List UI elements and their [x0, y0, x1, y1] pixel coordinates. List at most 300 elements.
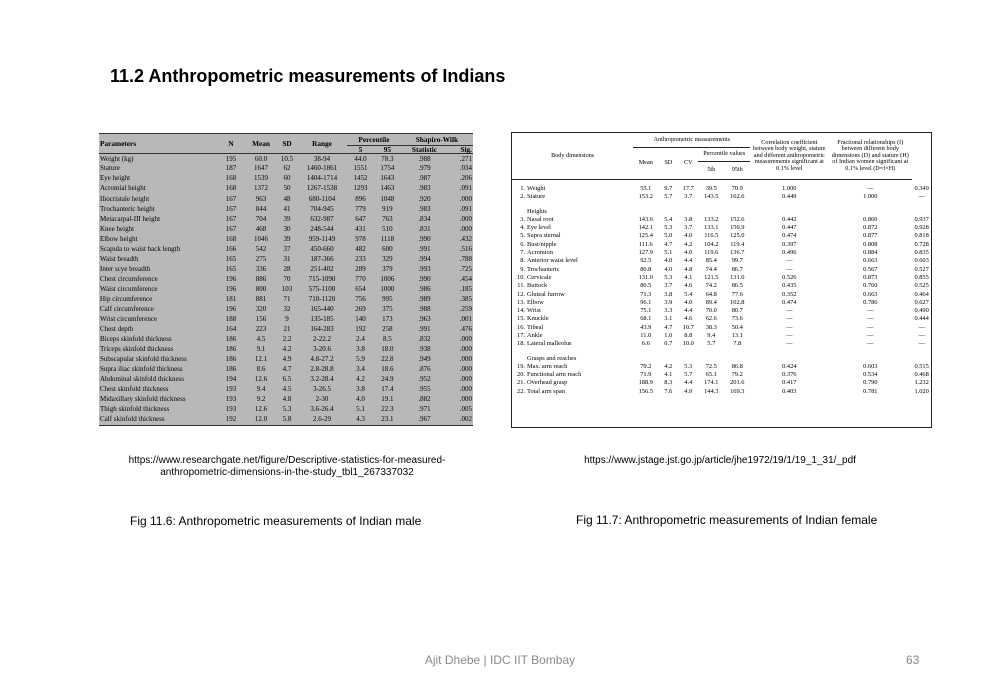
- table-cell: 1539: [254, 174, 268, 183]
- table-cell: 0.872: [863, 224, 878, 232]
- table-row: [512, 193, 931, 201]
- col-statistic: Statistic: [411, 145, 438, 154]
- table-cell: Thigh skinfold thickness: [100, 405, 170, 414]
- table-cell: .000: [459, 214, 472, 223]
- table-cell: 186: [225, 355, 237, 364]
- table-cell: 19.1: [381, 395, 394, 404]
- table-cell: 103: [281, 284, 293, 293]
- table-cell: 632-987: [310, 214, 334, 223]
- table-cell: Cervicale: [527, 273, 552, 281]
- table-cell: 77.6: [731, 290, 743, 298]
- table-cell: 80.8: [640, 265, 652, 273]
- table-cell: 10.5: [280, 154, 294, 163]
- table-cell: 55.1: [640, 184, 652, 192]
- table-cell: .967: [401, 415, 448, 425]
- table-cell: 168: [225, 234, 237, 243]
- table-cell: 17.4: [381, 385, 394, 394]
- table-cell: Anterior waist level: [527, 257, 578, 265]
- table-cell: .454: [459, 274, 472, 283]
- table-cell: 779: [355, 204, 366, 213]
- table-row: [512, 299, 931, 307]
- table-cell: 0.527: [914, 265, 929, 273]
- table-cell: 542: [255, 244, 267, 253]
- group-row: [512, 208, 931, 216]
- table-cell: Calf skinfold thickness: [99, 415, 217, 425]
- table-row: [512, 340, 931, 348]
- col-correlation: Correlation coefficient between body weight, stature and different anthropometric measurements significant at 0.1% level: [750, 133, 828, 179]
- table-cell: 5.7: [664, 193, 673, 201]
- table-cell: 22.3: [381, 405, 394, 414]
- table-cell: .990: [418, 274, 431, 283]
- table-cell: 0.447: [782, 224, 797, 232]
- table-cell: 978: [355, 234, 366, 243]
- table-cell: 7.8: [733, 340, 742, 348]
- table-cell: Inter scye breadth: [100, 264, 151, 273]
- table-cell: 32: [283, 305, 291, 314]
- table-cell: 336: [255, 264, 267, 273]
- table-cell: 379: [382, 264, 393, 273]
- table-cell: 168: [225, 174, 237, 183]
- table-cell: 704-945: [310, 204, 334, 213]
- table-cell: 0.760: [863, 282, 878, 290]
- table-cell: 10.: [517, 273, 525, 281]
- table-cell: 79.2: [640, 362, 652, 370]
- table-cell: 995: [382, 294, 393, 303]
- table-cell: 21.: [517, 379, 525, 387]
- col-p5: 5: [358, 145, 363, 154]
- source-link-female[interactable]: https://www.jstage.jst.go.jp/article/jhe1972/19/1/19_1_31/_pdf: [584, 455, 856, 466]
- table-cell: 80.7: [731, 307, 743, 315]
- table-cell: 85.4: [705, 257, 717, 265]
- table-cell: 1.: [520, 184, 525, 192]
- table-cell: 5.8: [277, 415, 297, 425]
- table-cell: 0.567: [863, 265, 878, 273]
- table-cell: 70.0: [705, 307, 717, 315]
- table-cell: 0.603: [914, 257, 929, 265]
- table-row: [512, 332, 931, 340]
- table-cell: 4.7: [664, 240, 673, 248]
- table-cell: 0.468: [914, 371, 929, 379]
- table-row: [99, 274, 473, 284]
- table-cell: 7.6: [664, 387, 673, 395]
- table-cell: 0.663: [863, 290, 878, 298]
- table-cell: 92.5: [640, 257, 652, 265]
- table-cell: 133.1: [704, 224, 719, 232]
- table-cell: 4.7: [282, 365, 292, 374]
- table-row: [512, 266, 931, 274]
- table-cell: —: [867, 315, 874, 323]
- table-cell: 162.6: [730, 193, 745, 201]
- table-cell: 62.6: [705, 315, 717, 323]
- table-cell: 251-402: [310, 264, 334, 273]
- table-row: [512, 291, 931, 299]
- table-cell: .000: [459, 375, 472, 384]
- footer-credit: Ajit Dhebe | IDC IIT Bombay: [424, 653, 576, 667]
- col-sig: Sig.: [460, 145, 472, 154]
- table-row: [99, 335, 473, 345]
- table-cell: 6.6: [641, 340, 650, 348]
- table-cell: .983: [418, 204, 431, 213]
- table-cell: Total arm span: [527, 387, 565, 395]
- table-cell: 196: [225, 305, 237, 314]
- col-body-dimensions: Body dimensions: [512, 133, 633, 179]
- table-cell: 1006: [380, 274, 395, 283]
- table-cell: 79.2: [731, 371, 743, 379]
- table-cell: 186: [225, 365, 237, 374]
- female-measurements-table: [511, 132, 932, 428]
- table-cell: .725: [459, 264, 472, 273]
- table-cell: 4.0: [684, 249, 693, 257]
- table-cell: 1463: [380, 184, 395, 193]
- table-cell: .385: [459, 294, 472, 303]
- table-cell: Wrist circumference: [100, 315, 158, 324]
- table-cell: 50.4: [731, 323, 743, 331]
- table-cell: 5.4: [684, 290, 693, 298]
- table-cell: 44.0: [354, 154, 367, 163]
- table-cell: 5.: [520, 232, 525, 240]
- table-cell: .476: [459, 325, 472, 334]
- table-cell: 4.4: [684, 379, 693, 387]
- table-row: [512, 324, 931, 332]
- table-cell: 5.3: [684, 362, 693, 370]
- table-cell: 196: [225, 284, 237, 293]
- table-cell: .206: [459, 174, 472, 183]
- table-cell: 0.877: [863, 232, 878, 240]
- table-row: [512, 249, 931, 257]
- table-cell: Chest skinfold thickness: [100, 385, 169, 394]
- table-cell: 0.496: [782, 249, 797, 257]
- table-cell: 482: [355, 244, 366, 253]
- table-cell: 192: [217, 415, 245, 425]
- table-cell: 201.6: [730, 379, 745, 387]
- table-cell: Lateral malleolus: [527, 340, 572, 348]
- table-cell: Gluteal furrow: [527, 290, 565, 298]
- table-cell: Ankle: [527, 331, 543, 339]
- table-cell: 0.884: [863, 249, 878, 257]
- table-cell: .000: [459, 355, 472, 364]
- table-cell: Calf circumference: [100, 305, 154, 314]
- table-cell: 169.3: [730, 387, 745, 395]
- table-cell: 64.8: [705, 290, 717, 298]
- table-cell: 193: [225, 405, 237, 414]
- table-cell: 756: [355, 294, 366, 303]
- table-cell: 165: [225, 254, 237, 263]
- table-cell: 510: [382, 224, 393, 233]
- table-cell: 1267-1538: [306, 184, 338, 193]
- table-cell: 7.: [520, 249, 525, 257]
- table-cell: 0.860: [863, 215, 878, 223]
- table-cell: —: [867, 323, 874, 331]
- table-cell: 104.2: [704, 240, 719, 248]
- table-cell: .949: [418, 355, 431, 364]
- table-cell: 60.0: [254, 154, 268, 163]
- table-cell: 12.6: [254, 375, 268, 384]
- table-cell: .988: [418, 154, 431, 163]
- table-cell: 121.5: [704, 273, 719, 281]
- table-cell: 12.6: [254, 405, 268, 414]
- table-cell: 1118: [380, 234, 395, 243]
- table-cell: 4.0: [684, 298, 693, 306]
- table-cell: .963: [418, 315, 431, 324]
- table-cell: 0.928: [914, 224, 929, 232]
- table-cell: .000: [459, 194, 472, 203]
- table-cell: 12.1: [254, 355, 268, 364]
- table-cell: Weight (kg): [100, 154, 134, 163]
- table-cell: .979: [418, 164, 431, 173]
- table-cell: 72.5: [705, 362, 717, 370]
- table-cell: 770: [355, 274, 366, 283]
- table-cell: 8.5: [382, 335, 392, 344]
- table-cell: 15.: [517, 315, 525, 323]
- table-cell: 186: [225, 345, 237, 354]
- col-cv: CV: [678, 147, 698, 179]
- table-cell: —: [786, 307, 793, 315]
- source-link-male[interactable]: [100, 455, 474, 479]
- table-cell: 187-366: [310, 254, 334, 263]
- table-cell: 0.464: [914, 290, 929, 298]
- table-cell: 11.0: [640, 331, 652, 339]
- table-cell: .788: [459, 254, 472, 263]
- table-cell: .993: [418, 264, 431, 273]
- table-cell: .259: [459, 305, 472, 314]
- table-cell: 763: [382, 214, 393, 223]
- table-cell: 4.5: [282, 385, 292, 394]
- col-sd: SD: [282, 139, 292, 148]
- table-cell: 4.0: [664, 257, 673, 265]
- table-cell: 575-1100: [308, 284, 336, 293]
- table-cell: 13.1: [731, 331, 743, 339]
- table-cell: .991: [418, 325, 431, 334]
- table-row: [512, 363, 931, 371]
- table-row: [99, 325, 473, 335]
- table-row: [512, 274, 931, 282]
- table-row: [99, 385, 473, 395]
- table-cell: 174.1: [704, 379, 719, 387]
- table-row: [99, 194, 473, 204]
- table-cell: 75.1: [640, 307, 652, 315]
- table-cell: 181: [225, 294, 237, 303]
- table-cell: 0.603: [863, 362, 878, 370]
- table-cell: .832: [418, 335, 431, 344]
- table-cell: 0.525: [914, 282, 929, 290]
- table-cell: 5.3: [664, 273, 673, 281]
- table-cell: Knee height: [100, 224, 135, 233]
- table-cell: 1.232: [914, 379, 929, 387]
- table-cell: 24.9: [381, 375, 394, 384]
- table-cell: 195: [225, 154, 237, 163]
- table-cell: 6.: [520, 240, 525, 248]
- table-cell: 140: [355, 315, 366, 324]
- table-cell: 133.2: [704, 215, 719, 223]
- table-cell: 166: [225, 244, 237, 253]
- table-cell: 153.2: [638, 193, 653, 201]
- table-cell: 9.7: [664, 184, 673, 192]
- table-cell: 10.0: [682, 340, 694, 348]
- table-cell: 70: [283, 274, 291, 283]
- table-cell: 0.728: [914, 240, 929, 248]
- table-cell: 39.5: [705, 184, 717, 192]
- table-cell: 468: [255, 224, 267, 233]
- table-cell: Overhead grasp: [527, 379, 568, 387]
- table-cell: 60: [283, 174, 291, 183]
- table-cell: 0.444: [914, 315, 929, 323]
- table-cell: 0.490: [914, 307, 929, 315]
- col-shapiro-wilk: Shapiro-Wilk: [401, 134, 473, 146]
- table-row: [99, 375, 473, 385]
- table-cell: 4.4: [684, 307, 693, 315]
- table-cell: 2-22.2: [312, 335, 332, 344]
- table-cell: 1.0: [664, 331, 673, 339]
- table-cell: 192: [355, 325, 366, 334]
- table-cell: 9.2: [256, 395, 266, 404]
- table-cell: 4.8: [282, 395, 292, 404]
- table-cell: 12.0: [245, 415, 277, 425]
- table-cell: 0.397: [782, 240, 797, 248]
- table-cell: 102.8: [730, 298, 745, 306]
- table-cell: Trochanteric height: [100, 204, 155, 213]
- table-cell: .938: [418, 345, 431, 354]
- table-cell: Weight: [527, 184, 546, 192]
- col-mean: Mean: [252, 139, 270, 148]
- table-cell: .034: [459, 164, 472, 173]
- table-cell: .971: [418, 405, 431, 414]
- table-cell: 0.442: [782, 215, 797, 223]
- table-cell: .005: [459, 405, 472, 414]
- table-cell: 28: [283, 264, 291, 273]
- table-cell: 86.5: [731, 282, 743, 290]
- table-cell: Waist circumference: [100, 284, 158, 293]
- table-cell: Chest depth: [100, 325, 134, 334]
- table-cell: 18.0: [381, 345, 394, 354]
- table-cell: 74.4: [705, 265, 717, 273]
- table-cell: 4.2: [684, 240, 693, 248]
- table-row: [512, 315, 931, 323]
- table-cell: 20.: [517, 371, 525, 379]
- table-cell: 959-1149: [308, 234, 336, 243]
- col-mean: Mean: [633, 147, 658, 179]
- table-cell: Max. arm reach: [527, 362, 568, 370]
- table-cell: 150.9: [730, 224, 745, 232]
- table-cell: 4.2: [664, 362, 673, 370]
- table-row: [512, 380, 931, 388]
- table-cell: Chest circumference: [100, 274, 158, 283]
- col-p5: 5th: [698, 161, 724, 179]
- table-cell: 5.3: [664, 224, 673, 232]
- table-cell: 50: [283, 184, 291, 193]
- table-row: [99, 365, 473, 375]
- table-cell: 0.376: [782, 371, 797, 379]
- table-cell: 1754: [380, 164, 395, 173]
- table-cell: 131.0: [638, 273, 653, 281]
- table-cell: 41: [283, 204, 291, 213]
- table-cell: 4.8: [684, 265, 693, 273]
- table-cell: 1293: [353, 184, 368, 193]
- table-cell: 4.6: [684, 315, 693, 323]
- table-row: [99, 204, 473, 214]
- table-cell: 0.835: [914, 249, 929, 257]
- table-cell: 3-26.5: [312, 385, 332, 394]
- table-cell: Eye height: [100, 174, 131, 183]
- table-cell: 2.6-29: [297, 415, 347, 425]
- table-cell: 22.8: [381, 355, 394, 364]
- table-cell: 5.7: [684, 371, 693, 379]
- source-link-male-line2: anthropometric-dimensions-in-the-study_tbl1_267337032: [160, 467, 414, 478]
- table-cell: —: [918, 340, 925, 348]
- table-cell: 2.8-28.8: [310, 365, 334, 374]
- table-row: [512, 241, 931, 249]
- table-cell: Acromion: [527, 249, 553, 257]
- table-cell: Knuckle: [527, 315, 549, 323]
- table-cell: 136.7: [730, 249, 745, 257]
- table-cell: 9: [285, 315, 289, 324]
- table-cell: 320: [255, 305, 267, 314]
- table-cell: 13.: [517, 298, 525, 306]
- table-cell: —: [786, 331, 793, 339]
- table-row: [99, 224, 473, 234]
- table-cell: 3.7: [684, 193, 693, 201]
- table-cell: 710-1120: [308, 294, 336, 303]
- table-cell: 119.6: [704, 249, 719, 257]
- table-row: [99, 254, 473, 264]
- table-row: [99, 174, 473, 184]
- table-row: [512, 307, 931, 315]
- table-cell: 22.: [517, 387, 525, 395]
- table-cell: 3.2-28.4: [310, 375, 334, 384]
- table-cell: 4.2: [356, 375, 365, 384]
- table-cell: 127.9: [638, 249, 653, 257]
- table-cell: .876: [418, 365, 431, 374]
- table-cell: 5.9: [356, 355, 365, 364]
- table-cell: 0.352: [782, 290, 797, 298]
- table-cell: 23.1: [374, 415, 401, 425]
- col-p95: 95th: [724, 161, 750, 179]
- table-cell: 111.6: [638, 240, 653, 248]
- table-row: [99, 284, 473, 294]
- table-cell: —: [867, 307, 874, 315]
- table-cell: .000: [459, 395, 472, 404]
- table-cell: 0.663: [863, 257, 878, 265]
- table-cell: 4.1: [684, 273, 693, 281]
- table-cell: 0.403: [782, 387, 797, 395]
- table-cell: 4.5: [256, 335, 266, 344]
- table-cell: 1643: [380, 174, 395, 183]
- table-cell: 9.1: [256, 345, 266, 354]
- table-cell: 1372: [254, 184, 268, 193]
- table-cell: 16.: [517, 323, 525, 331]
- table-cell: 0.526: [782, 273, 797, 281]
- table-cell: 18.6: [381, 365, 394, 374]
- col-parameters: Parameters: [100, 139, 137, 148]
- table-row: [99, 234, 473, 244]
- col-sd: SD: [658, 147, 678, 179]
- table-cell: 647: [355, 214, 366, 223]
- table-cell: 167: [225, 214, 237, 223]
- table-cell: 96.1: [640, 298, 652, 306]
- table-cell: 4.8-27.2: [310, 355, 334, 364]
- table-cell: Bust/nipple: [527, 240, 557, 248]
- table-cell: 165-440: [310, 305, 334, 314]
- table-cell: 8.: [520, 257, 525, 265]
- table-cell: 1452: [353, 174, 368, 183]
- table-cell: 37: [283, 244, 291, 253]
- table-cell: 1551: [353, 164, 368, 173]
- table-cell: 431: [355, 224, 366, 233]
- table-cell: .271: [459, 154, 472, 163]
- table-cell: 165: [225, 264, 237, 273]
- table-row: [99, 305, 473, 315]
- table-cell: 71.3: [640, 290, 652, 298]
- col-n: N: [228, 139, 234, 148]
